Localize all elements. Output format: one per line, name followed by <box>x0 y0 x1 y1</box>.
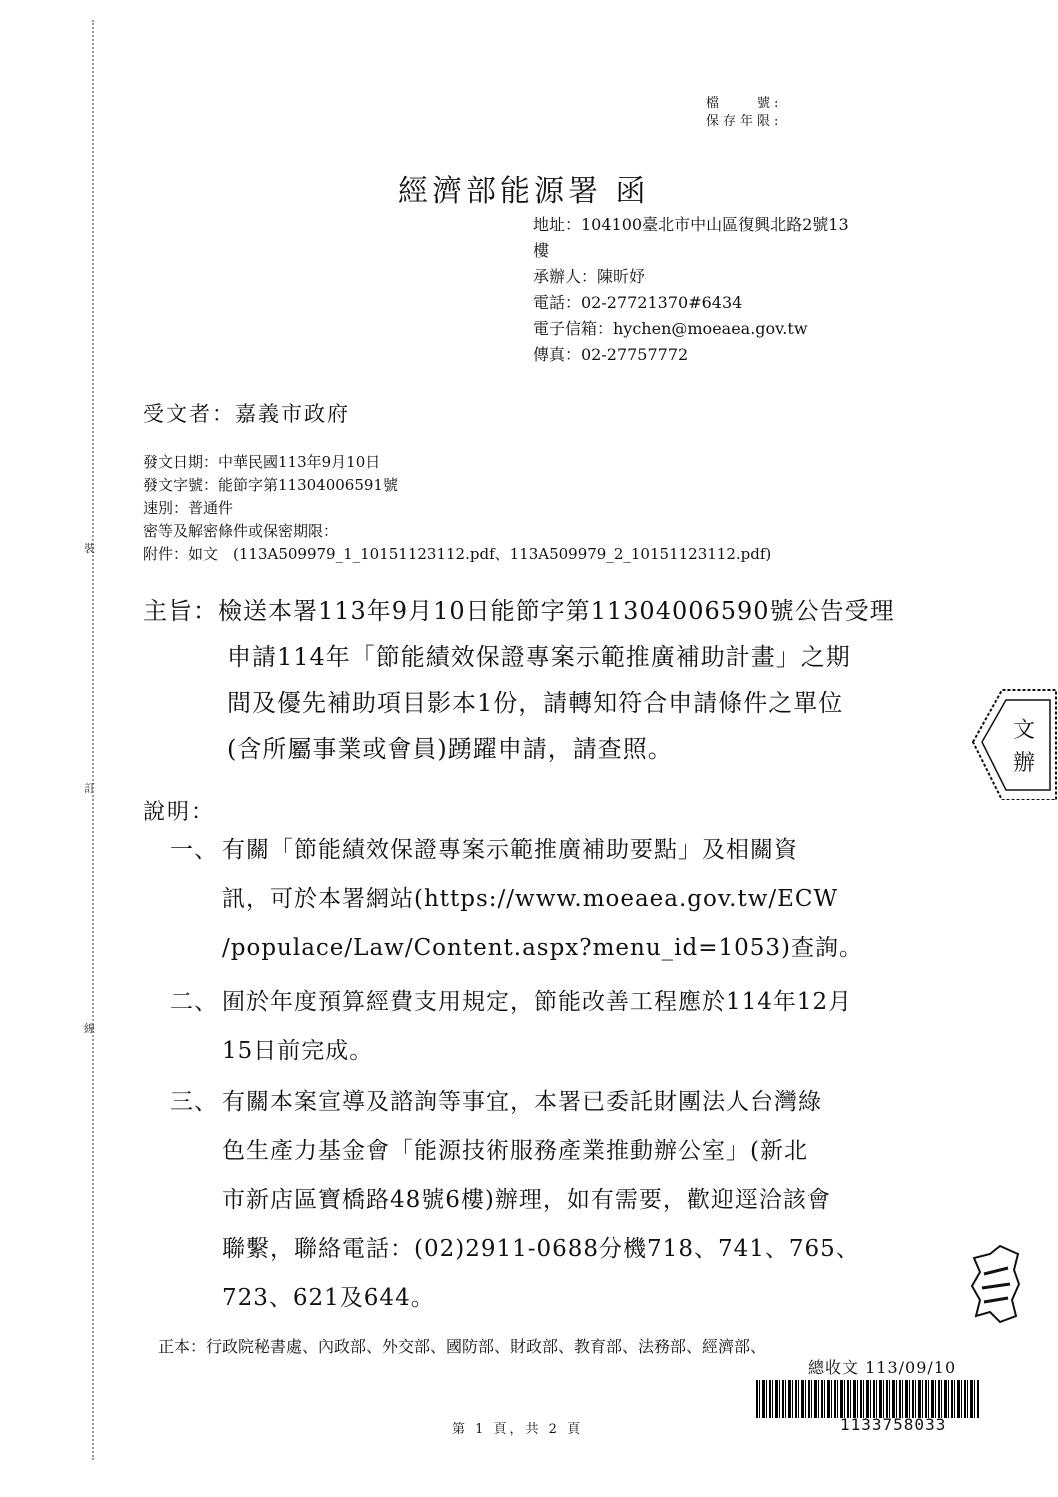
receipt-stamp: 總收文 113/09/10 <box>808 1358 957 1377</box>
sender-address-line1: 地址：104100臺北市中山區復興北路2號13 <box>533 215 849 234</box>
retention-label: 保存年限: <box>706 114 783 129</box>
svg-text:文: 文 <box>1012 718 1036 743</box>
sender-address-line2: 樓 <box>533 241 550 260</box>
sender-fax: 傳真：02-27757772 <box>533 345 689 364</box>
item-line: 訊，可於本署網站(https://www.moeaea.gov.tw/ECW <box>222 886 839 912</box>
stamp-fragment-icon <box>970 1244 1020 1324</box>
file-number-label: 檔 號: <box>706 96 783 111</box>
sender-contact: 承辦人：陳昕妤 <box>533 267 646 286</box>
item-line: 有關「節能績效保證專案示範推廣補助要點」及相關資 <box>222 837 798 863</box>
item-line: 聯繫，聯絡電話：(02)2911-0688分機718、741、765、 <box>222 1236 860 1262</box>
item-number: 一、 <box>170 837 218 863</box>
item-line: 有關本案宣導及諮詢等事宜，本署已委託財團法人台灣綠 <box>222 1089 822 1115</box>
subject-line: 申請114年「節能績效保證專案示範推廣補助計畫」之期 <box>227 643 851 671</box>
item-line: 723、621及644。 <box>222 1285 435 1311</box>
item-line: 15日前完成。 <box>222 1038 374 1064</box>
explanation-item-1 <box>170 826 863 973</box>
item-line: /populace/Law/Content.aspx?menu_id=1053)查詢。 <box>222 935 864 961</box>
document-title: 經濟部能源署 函 <box>398 174 650 209</box>
explanation-item-2 <box>170 978 852 1076</box>
page-footer: 第 1 頁，共 2 頁 <box>452 1422 584 1437</box>
item-number: 三、 <box>170 1089 218 1115</box>
barcode <box>756 1380 980 1418</box>
secrecy-level: 密等及解密條件或保密期限： <box>143 522 339 540</box>
barcode-number: 1133758033 <box>840 1415 947 1434</box>
subject-line: 間及優先補助項目影本1份，請轉知符合申請條件之單位 <box>227 689 844 717</box>
recipient: 受文者：嘉義市政府 <box>143 402 350 426</box>
item-line: 囿於年度預算經費支用規定，節能改善工程應於114年12月 <box>222 989 853 1015</box>
seal-stamp <box>968 682 1058 800</box>
attachments: 附件：如文 (113A509979_1_10151123112.pdf、113A509979_2_10151123112.pdf) <box>143 545 772 563</box>
svg-text:辦: 辦 <box>1012 751 1036 776</box>
binding-dotted-line <box>92 20 94 1460</box>
subject-line: 主旨：檢送本署113年9月10日能節字第11304006590號公告受理 <box>143 597 895 625</box>
item-number: 二、 <box>170 989 218 1015</box>
binding-mark-bind: 裝 <box>84 542 95 555</box>
item-line: 色生產力基金會「能源技術服務產業推動辦公室」(新北 <box>222 1138 808 1164</box>
delivery-speed: 速別：普通件 <box>143 499 234 517</box>
sender-email: 電子信箱：hychen@moeaea.gov.tw <box>533 319 808 338</box>
subject-line: (含所屬事業或會員)踴躍申請，請查照。 <box>227 735 673 763</box>
explanation-item-3 <box>170 1078 860 1323</box>
copies-recipients: 正本：行政院秘書處、內政部、外交部、國防部、財政部、教育部、法務部、經濟部、 <box>158 1337 767 1356</box>
sender-phone: 電話：02-27721370#6434 <box>533 293 743 312</box>
item-line: 市新店區寶橋路48號6樓)辦理，如有需要，歡迎逕洽該會 <box>222 1187 831 1213</box>
document-meta <box>143 451 771 566</box>
sender-block <box>533 212 849 368</box>
subject-block <box>143 588 895 772</box>
issue-date: 發文日期：中華民國113年9月10日 <box>143 453 381 471</box>
binding-mark-order: 訂 <box>84 782 95 795</box>
explanation-heading: 說明： <box>143 800 216 825</box>
binding-mark-line: 線 <box>84 1022 95 1035</box>
document-number: 發文字號：能節字第11304006591號 <box>143 476 398 494</box>
